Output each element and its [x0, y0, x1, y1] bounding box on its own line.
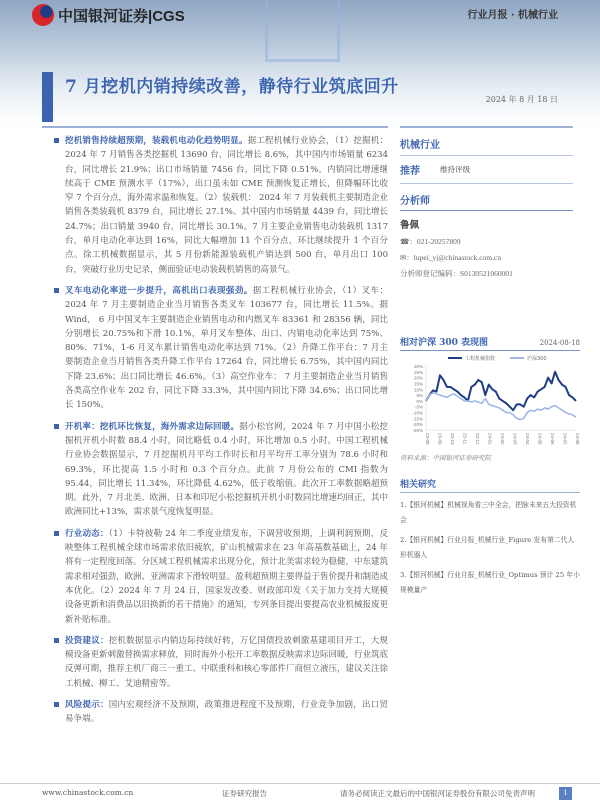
footer-center: 证券研究报告	[222, 789, 267, 798]
paragraph-body: 据工程机械行业协会，（1）挖掘机： 2024 年 7 月销售各类挖掘机 13690 台，同比增长 8.6%，其中国内市场销量 6234 台，同比增长 21.9%；出口市场销量 7456 台，同比下降 0.51%。内销同比增速继续高于 CME 预测水平（17%），出口虽未如 CME 预测恢复正增长，但降幅环比收窄 7 个百分点，海外需求温和恢复。（2）装载机： 2024 年 7 月装载机主要制造企业销售各类装载机 8379 台，同比增长 27.1%。其中国内市场销量 4439 台，同比增长 24.7%；出口销量 3940 台，同比增长 30.1%。7 月主要企业销售电动装载机 1317 台，单月电动化率达到 16%，同比大幅增加 11 个百分点，环比继续提升 1 个百分点。徐工机械数据显示，其 5 月份新能源装载机产销达到 500 台，单月出口 100 台，突破行业历史记录，侧面验证电动装载机销售的高景气。	[65, 136, 388, 275]
sidebar	[400, 134, 573, 279]
chart-title: 相对沪深 300 表现图	[400, 338, 489, 348]
main-content	[52, 134, 388, 734]
related-item[interactable]: 2.【银河机械】行业月报_机械行业_Figure 发布第二代人形机器人	[400, 536, 575, 559]
analyst-heading: 分析师	[400, 184, 573, 211]
y-tick-label: -20%	[412, 422, 423, 428]
title-accent-bar	[42, 72, 53, 122]
x-tick-label: 24-02	[500, 433, 505, 445]
logo-text: 中国银河证券|CGS	[58, 7, 185, 25]
logo-icon	[32, 4, 54, 26]
paragraph	[52, 420, 388, 520]
legend-label: 沪深300	[527, 356, 547, 362]
series-line-machinery-index	[426, 372, 576, 410]
company-logo	[32, 4, 185, 26]
paragraph-body: 挖机数据显示内销边际持续好转，万亿国债投放刺激基建项目开工，大规模设备更新刺激替换需求释放，同时海外小松开工率数据反映需求边际回暖，行业筑底反弹可期，推荐主机厂商三一重工、中联重科和核心零部件厂商恒立液压，建议关注徐工机械、柳工、艾迪精密等。	[65, 635, 389, 689]
y-tick-label: 30%	[413, 364, 423, 369]
rating-row	[400, 156, 573, 184]
y-tick-label: 20%	[413, 375, 423, 381]
x-tick-label: 24-05	[537, 433, 543, 445]
x-tick-label: 23-10	[450, 433, 455, 445]
x-tick-label: 24-07	[562, 433, 568, 445]
paragraph	[52, 634, 388, 691]
legend-label: 工程机械指数	[465, 356, 496, 362]
paragraph-body: （1）卡特彼勒 24 年二季度业绩发布，下调营收预期，上调利润预期，反映整体工程机械全球市场需求依旧疲软，矿山机械需求在 23 年高基数基础上，24 年将有一定程度回落。分区域工程机械需求出现分化，预计北美需求较为稳健，中东建筑需求相对强劲，欧洲、亚洲需求下滑较明显。盈利超预期主要得益于售价提升和制造成本优化。（2）2024 年 7 月 24 日，国家发改委、财政部印发《关于加力支持大规模设备更新和消费品以旧换新的若干措施》的通知，专列条目提出要提高农业机械报废更新补贴标准。	[65, 528, 389, 625]
x-tick-label: 24-01	[487, 433, 493, 445]
industry-label: 机械行业	[400, 134, 573, 156]
page-number: 1	[559, 787, 572, 800]
y-tick-label: 0%	[416, 398, 423, 404]
related-item[interactable]: 1.【银河机械】机械视角看三中全会，把脉未来五大投资机会	[400, 501, 577, 524]
series-line-csi300	[426, 393, 576, 420]
related-research	[400, 477, 580, 598]
paragraph-body: 据小松官网，2024 年 7 月中国小松挖掘机开机小时数 88.4 小时，同比略低 0.4 小时，环比增加 0.5 小时。中国工程机械行业协会数据显示，7 月挖掘机月平均工作时长和月平均开工率分别为 78.6 小时和 69.3%，环比提高 1.5 小时和 0.3 个百分点。此前 7 月份公布的 CMI 指数为 95.44，同比增长 11.34%，环比降低 4.62%，低于收缩值。此次开工率数据略超预期。此外，7 月北美、欧洲、日本和印尼小松挖掘机开机小时数同比增速均回正，其中欧洲同比+13%，需求景气度恢复明显。	[65, 421, 388, 518]
y-tick-label: 25%	[413, 369, 423, 375]
cgs-watermark	[265, 0, 340, 62]
analyst-email[interactable]: ✉：lupei_yj@chinastock.com.cn	[400, 253, 502, 262]
relative-performance-chart	[398, 352, 580, 452]
paragraph	[52, 284, 388, 413]
y-tick-label: -15%	[412, 416, 423, 422]
footer-website[interactable]: www.chinastock.com.cn	[42, 788, 134, 797]
y-tick-label: 5%	[416, 393, 423, 399]
paragraph-lead: 投资建议：	[65, 635, 109, 646]
paragraph-body: 据工程机械行业协会，（1）叉车： 2024 年 7 月主要制造企业当月销售各类叉车 103677 台，同比增长 11.5%。据 Wind， 6 月中国叉车主要制造企业销售电动和内燃叉车 83361 和 28356 辆，同比分别增长 20.75%和下滑 10.1%，单月叉车整体、出口、内销电动化率达到 75%、80%、71%，1-6 月叉车累计销售电动化率达到 71%。（2）升降工作平台：7 月主要制造企业当月销售各类升降工作平台 17264 台，同比增长 6.75%，其中国内同比下降 23.6%；出口同比增长 46.6%。（3）高空作业车： 7 月主要制造企业当月销售各类高空作业车 202 台，同比下降 33.3%，其中国内同比下降 34.6%；出口同比增长 150%。	[65, 285, 388, 411]
analyst-cert: 分析师登记编码：S0130521060001	[400, 269, 513, 278]
divider	[400, 126, 573, 128]
report-date: 2024 年 8 月 18 日	[485, 95, 558, 104]
paragraph-body: 国内宏观经济不及预期，政策推进程度不及预期，行业竞争加剧，出口贸易争端。	[65, 699, 388, 725]
rating-value: 维持评级	[440, 165, 470, 174]
paragraph	[52, 527, 388, 627]
x-tick-label: 23-11	[462, 433, 468, 445]
x-tick-label: 24-04	[525, 433, 530, 445]
paragraph	[52, 698, 388, 727]
rating-label: 推荐	[400, 166, 420, 177]
related-item[interactable]: 3.【银河机械】行业月报_机械行业_Optimus 预计 25 年小规模量产	[400, 571, 580, 594]
divider	[42, 126, 388, 128]
report-title: 7 月挖机内销持续改善，静待行业筑底回升	[65, 77, 399, 97]
analyst-phone: ☎：021-20257809	[400, 237, 461, 246]
related-heading: 相关研究	[400, 477, 580, 493]
paragraph-lead: 挖机销售持续超预期，装载机电动化趋势明显。	[65, 136, 248, 146]
analyst-name: 鲁佩	[400, 220, 420, 231]
x-tick-label: 24-06	[550, 433, 555, 445]
x-tick-label: 23-08	[425, 433, 430, 445]
footer-disclaimer: 请务必阅读正文最后的中国银河证券股份有限公司免责声明	[340, 789, 535, 798]
paragraph-lead: 风险提示：	[65, 699, 109, 710]
y-tick-label: 10%	[413, 387, 423, 393]
x-tick-label: 24-08	[575, 433, 580, 445]
x-tick-label: 23-12	[475, 433, 480, 445]
paragraph-lead: 行业动态：	[65, 528, 109, 539]
y-tick-label: -25%	[412, 428, 423, 433]
footer	[0, 783, 600, 798]
paragraph-lead: 叉车电动化率进一步提升，高机出口表现强劲。	[65, 285, 253, 296]
x-tick-label: 24-03	[512, 433, 518, 445]
paragraph	[52, 134, 388, 277]
x-tick-label: 23-09	[437, 433, 443, 445]
header-banner	[0, 0, 600, 125]
chart-header	[400, 335, 580, 351]
y-tick-label: -5%	[414, 404, 423, 410]
chart-date: 2024-08-18	[539, 339, 580, 347]
chart-source: 资料来源：中国银河证券研究院	[400, 454, 491, 462]
y-tick-label: 15%	[413, 381, 423, 387]
paragraph-lead: 开机率：挖机环比恢复，海外需求边际回暖。	[65, 421, 240, 432]
report-type: 行业月报 · 机械行业	[467, 10, 558, 21]
y-tick-label: -10%	[412, 410, 423, 416]
